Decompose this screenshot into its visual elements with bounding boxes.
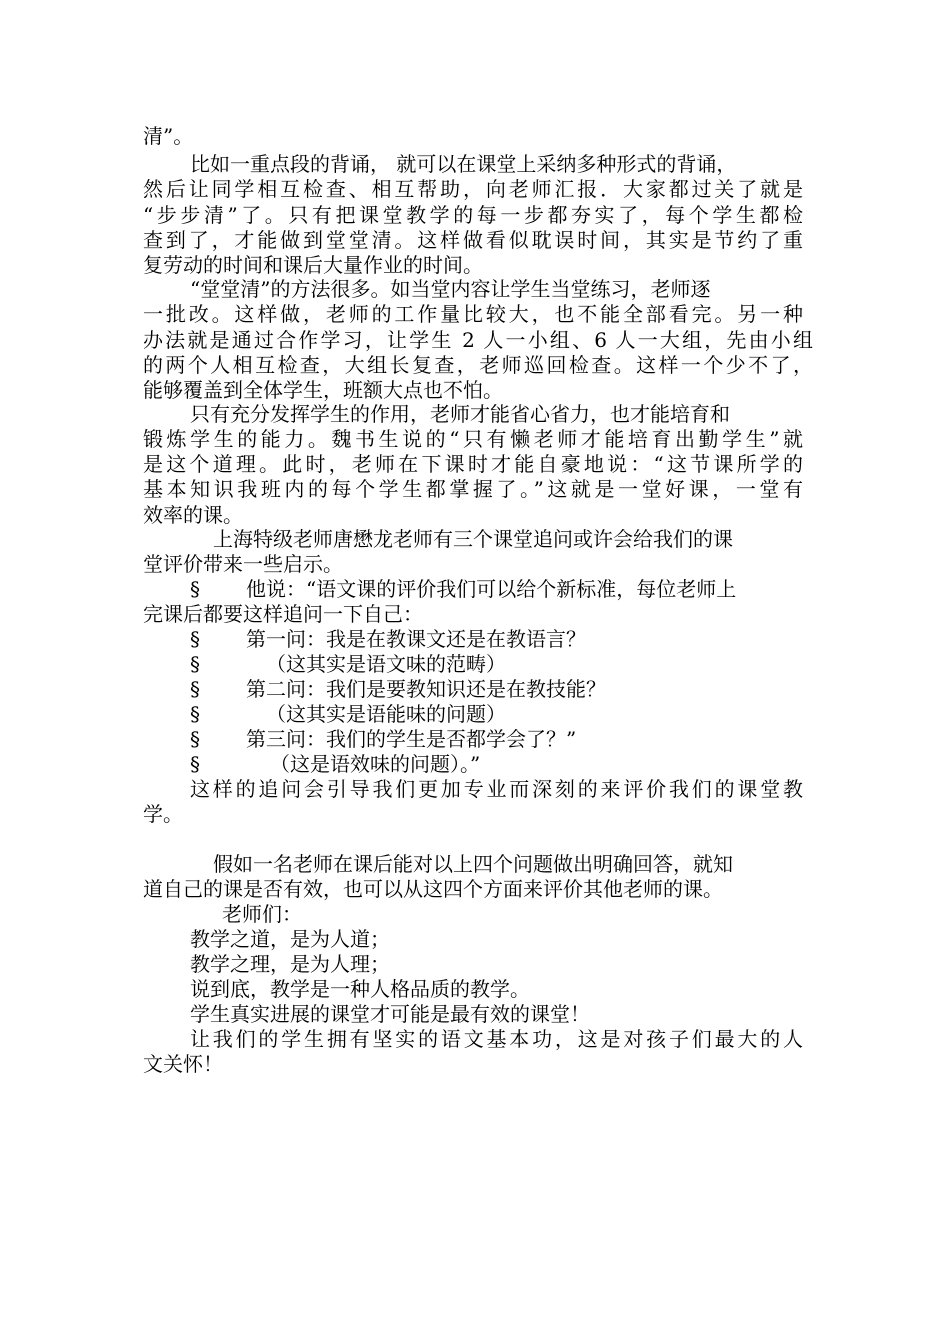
text-line: 这样的追问会引导我们更加专业而深刻的来评价我们的课堂教 bbox=[190, 777, 803, 801]
text-line: 假如一名老师在课后能对以上四个问题做出明确回答，就知 bbox=[213, 852, 733, 876]
bullet-symbol: § bbox=[190, 702, 200, 726]
text-line: 老师们： bbox=[222, 902, 302, 926]
text-line: 文关怀！ bbox=[143, 1052, 223, 1076]
text-line: 查到了，才能做到堂堂清。这样做看似耽误时间，其实是节约了重 bbox=[143, 228, 803, 252]
text-line: 教学之理，是为人理； bbox=[190, 952, 390, 976]
text-line: 然后让同学相互检查、相互帮助，向老师汇报．大家都过关了就是 bbox=[143, 177, 803, 201]
text-line: 上海特级老师唐懋龙老师有三个课堂追问或许会给我们的课 bbox=[213, 527, 733, 551]
bullet-symbol: § bbox=[190, 652, 200, 676]
text-line: 第二问：我们是要教知识还是在教技能？ bbox=[246, 677, 606, 701]
bullet-symbol: § bbox=[190, 627, 200, 651]
text-line: 基本知识我班内的每个学生都掌握了。”这就是一堂好课，一堂有 bbox=[143, 477, 803, 501]
text-line: 道自己的课是否有效，也可以从这四个方面来评价其他老师的课。 bbox=[143, 877, 723, 901]
text-line: 清”。 bbox=[143, 124, 194, 148]
text-line: 能够覆盖到全体学生，班额大点也不怕。 bbox=[143, 378, 503, 402]
text-line: 教学之道，是为人道； bbox=[190, 927, 390, 951]
text-line: 堂评价带来一些启示。 bbox=[143, 552, 343, 576]
text-line: 让我们的学生拥有坚实的语文基本功，这是对孩子们最大的人 bbox=[190, 1027, 803, 1051]
text-line: 第一问：我是在教课文还是在教语言？ bbox=[246, 627, 586, 651]
text-line: 是这个道理。此时，老师在下课时才能自豪地说：“这节课所学的 bbox=[143, 452, 803, 476]
text-line: 说到底，教学是一种人格品质的教学。 bbox=[190, 977, 530, 1001]
text-line: 复劳动的时间和课后大量作业的时间。 bbox=[143, 253, 483, 277]
text-line: 学。 bbox=[143, 802, 183, 826]
text-line: “堂堂清”的方法很多。如当堂内容让学生当堂练习，老师逐 bbox=[190, 277, 711, 301]
text-line: 学生真实进展的课堂才可能是最有效的课堂！ bbox=[190, 1002, 590, 1026]
text-line: “步步清”了。只有把课堂教学的每一步都夯实了，每个学生都检 bbox=[143, 203, 803, 227]
text-line: 一批改。这样做，老师的工作量比较大，也不能全部看完。另一种 bbox=[143, 302, 803, 326]
text-line: 只有充分发挥学生的作用，老师才能省心省力，也才能培育和 bbox=[190, 402, 730, 426]
text-line: 他说：“语文课的评价我们可以给个新标准，每位老师上 bbox=[246, 577, 737, 601]
text-line: 第三问：我们的学生是否都学会了？” bbox=[246, 727, 577, 751]
text-line: 的两个人相互检查，大组长复查，老师巡回检查。这样一个少不了， bbox=[143, 353, 813, 377]
bullet-symbol: § bbox=[190, 727, 200, 751]
text-line: 办法就是通过合作学习，让学生 2 人一小组、6 人一大组，先由小组 bbox=[143, 328, 813, 352]
bullet-symbol: § bbox=[190, 677, 200, 701]
bullet-symbol: § bbox=[190, 577, 200, 601]
text-line: 比如一重点段的背诵， 就可以在课堂上采纳多种形式的背诵， bbox=[190, 152, 737, 176]
text-line: （这是语效味的问题）。” bbox=[270, 752, 481, 776]
text-line: 完课后都要这样追问一下自己： bbox=[143, 602, 423, 626]
text-line: 锻炼学生的能力。魏书生说的“只有懒老师才能培育出勤学生”就 bbox=[143, 427, 803, 451]
bullet-symbol: § bbox=[190, 752, 200, 776]
text-line: （这其实是语文味的范畴） bbox=[266, 652, 506, 676]
text-line: 效率的课。 bbox=[143, 503, 243, 527]
text-line: （这其实是语能味的问题） bbox=[266, 702, 506, 726]
